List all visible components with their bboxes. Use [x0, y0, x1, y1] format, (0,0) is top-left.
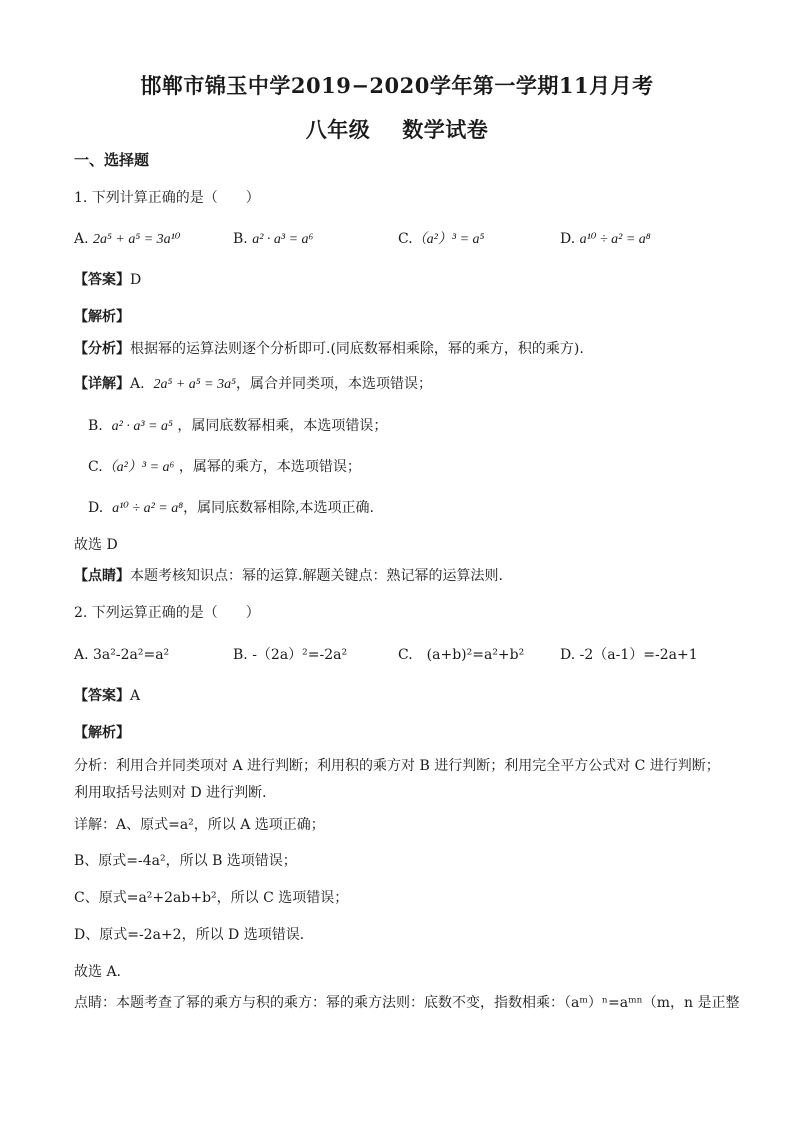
q1-option-d-label: D. — [560, 231, 576, 247]
document-title: 邯郸市锦玉中学2019−2020学年第一学期11月月考 — [140, 73, 654, 98]
detail-b-text: ，属同底数幂相乘，本选项错误； — [177, 418, 388, 434]
q1-option-d — [560, 229, 651, 250]
q1-detail-a — [74, 374, 432, 395]
answer-tag: 【答案】 — [74, 272, 130, 288]
dianjing-text: 本题考核知识点：幂的运算.解题关键点：熟记幂的运算法则. — [130, 568, 503, 584]
q2-detail-c: C、原式=a²+2ab+b²，所以 C 选项错误； — [74, 890, 349, 906]
detail-c-label: C. — [88, 459, 103, 475]
q2-fenxi: 分析：利用合并同类项对 A 进行判断；利用积的乘方对 B 进行判断；利用完全平方公式对 C 进行判断；利用取括号法则对 D 进行判断． — [74, 758, 720, 801]
detail-d-label: D. — [88, 500, 104, 516]
q1-option-c-math: （a²）³ = a⁵ — [412, 232, 485, 247]
q1-dianjing — [74, 566, 503, 586]
subject-label: 数学试卷 — [402, 117, 489, 142]
q2-option-b: B. -（2a）²=-2a² — [233, 647, 348, 663]
xiangjie-tag: 【详解】 — [74, 376, 130, 392]
q2-option-c: C. (a+b)²=a²+b² — [398, 647, 525, 663]
dianjing-tag: 【点睛】 — [74, 568, 130, 584]
q1-option-b-label: B. — [233, 231, 248, 247]
detail-b-math: a² · a³ = a⁵ — [111, 419, 173, 434]
detail-c-text: ，属幂的乘方，本选项错误； — [178, 459, 361, 475]
q1-option-d-math: a¹⁰ ÷ a² = a⁸ — [579, 232, 651, 247]
grade-label: 八年级 — [305, 117, 371, 142]
fenxi-text: 根据幂的运算法则逐个分析即可.(同底数幂相乘除，幂的乘方，积的乘方). — [130, 341, 584, 357]
q2-dianjing: 点睛：本题考查了幂的乘方与积的乘方：幂的乘方法则：底数不变，指数相乘：（aᵐ）ⁿ=aᵐⁿ（m，n 是正整 — [74, 995, 740, 1011]
detail-d-math: a¹⁰ ÷ a² = a⁸ — [112, 501, 184, 516]
answer-value: D — [130, 272, 142, 288]
q1-detail-c — [88, 457, 361, 478]
document-subtitle — [0, 114, 794, 144]
q1-option-c-label: C. — [398, 231, 413, 247]
section-heading: 一、选择题 — [74, 151, 150, 169]
q1-choose: 故选 D — [74, 537, 118, 553]
q2-choose: 故选 A. — [74, 964, 122, 980]
q1-analysis-tag: 【解析】 — [74, 309, 130, 325]
q1-option-a-math: 2a⁵ + a⁵ = 3a¹⁰ — [93, 232, 181, 247]
detail-a-math: 2a⁵ + a⁵ = 3a⁵ — [153, 377, 236, 392]
answer-tag: 【答案】 — [74, 688, 130, 704]
detail-a-text: ，属合并同类项，本选项错误； — [235, 376, 432, 392]
answer-value: A — [130, 688, 141, 704]
q1-option-a — [74, 229, 180, 250]
detail-c-math: （a²）³ = a⁶ — [102, 460, 175, 475]
q1-stem: 1. 下列计算正确的是（ ） — [74, 190, 260, 206]
q1-option-b — [233, 229, 313, 250]
q2-detail-d: D、原式=-2a+2，所以 D 选项错误． — [74, 927, 314, 943]
q2-analysis-tag: 【解析】 — [74, 725, 130, 741]
detail-b-label: B. — [88, 418, 103, 434]
q1-detail-b — [88, 416, 387, 437]
q1-option-c — [398, 229, 484, 250]
q1-fenxi — [74, 339, 584, 359]
q2-answer — [74, 686, 140, 706]
q2-option-a: A. 3a²-2a²=a² — [74, 647, 170, 663]
detail-d-text: ，属同底数幂相除,本选项正确. — [183, 500, 375, 516]
q1-option-b-math: a² · a³ = a⁶ — [252, 232, 314, 247]
q2-option-d: D. -2（a-1）=-2a+1 — [560, 647, 698, 663]
q2-stem: 2. 下列运算正确的是（ ） — [74, 605, 260, 621]
q1-detail-d — [88, 498, 374, 519]
q1-option-a-label: A. — [74, 231, 89, 247]
q1-answer — [74, 270, 141, 290]
detail-a-label: A. — [130, 376, 145, 392]
q2-detail-b: B、原式=-4a²，所以 B 选项错误； — [74, 853, 297, 869]
fenxi-tag: 【分析】 — [74, 341, 130, 357]
q2-detail-a: 详解：A、原式=a²，所以 A 选项正确； — [74, 817, 325, 833]
